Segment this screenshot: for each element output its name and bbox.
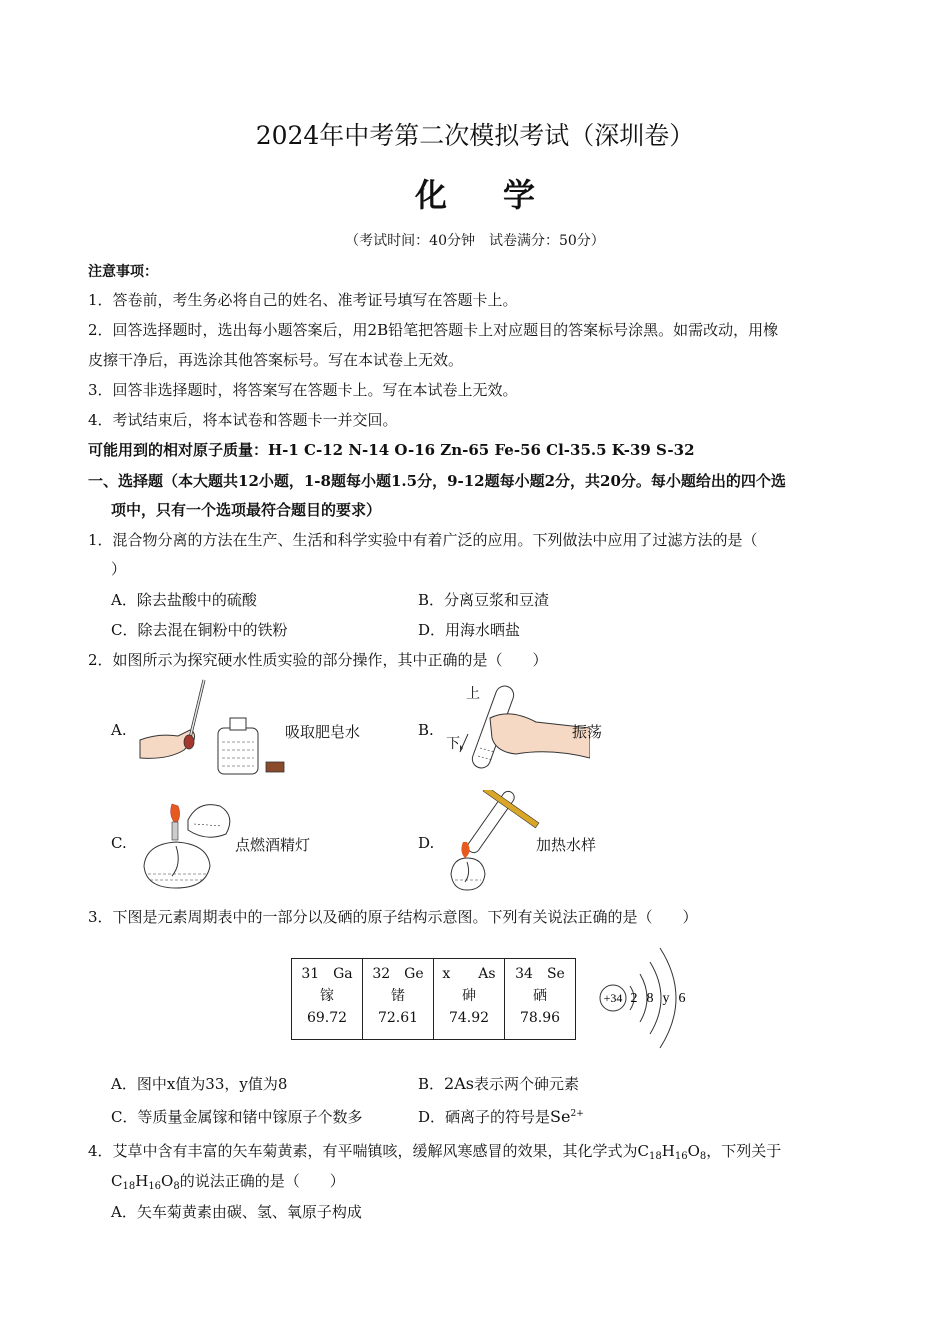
alcohol-lamp-lighting-illustration xyxy=(136,794,246,894)
subscript: 16 xyxy=(148,1181,162,1192)
heating-water-illustration xyxy=(445,790,545,894)
element-cell-as xyxy=(434,959,505,1040)
q2-up-label: 上 xyxy=(466,686,480,702)
exam-title: 2024年中考第二次模拟考试（深圳卷） xyxy=(255,121,695,150)
atom-nucleus: +34 xyxy=(603,991,623,1005)
element-number-symbol: x As xyxy=(442,966,496,982)
formula-h: H xyxy=(661,1142,675,1160)
selenium-atom-structure-diagram xyxy=(596,938,706,1058)
q2-option-a-letter: A. xyxy=(111,721,127,739)
q2-option-d-caption: 加热水样 xyxy=(536,836,597,854)
shell-electrons: y xyxy=(662,991,670,1006)
exam-meta: （考试时间：40分钟 试卷满分：50分） xyxy=(345,233,605,249)
q2-option-d-letter: D. xyxy=(418,834,435,852)
atomic-masses: 可能用到的相对原子质量：H-1 C-12 N-14 O-16 Zn-65 Fe-56 Cl-35.5 K-39 S-32 xyxy=(88,441,695,459)
q1-stem: 1．混合物分离的方法在生产、生活和科学实验中有着广泛的应用。下列做法中应用了过滤方法的是（ xyxy=(88,531,758,549)
element-cell-se xyxy=(505,959,576,1040)
formula-2as: 2As xyxy=(444,1074,474,1093)
q3-option-c: C．等质量金属镓和锗中镓原子个数多 xyxy=(111,1108,363,1126)
shell-electrons: 8 xyxy=(646,991,654,1006)
q2-down-label: 下 xyxy=(446,736,460,752)
q4-option-a: A．矢车菊黄素由碳、氢、氧原子构成 xyxy=(111,1203,362,1221)
notice-item: 3．回答非选择题时，将答案写在答题卡上。写在本试卷上无效。 xyxy=(88,381,518,399)
q3-stem: 3．下图是元素周期表中的一部分以及硒的原子结构示意图。下列有关说法正确的是（ ） xyxy=(88,908,698,926)
selenium-symbol: Se xyxy=(550,1107,571,1126)
element-number-symbol: 32 Ge xyxy=(372,966,424,982)
q4-stem-cont xyxy=(111,1170,345,1192)
subject-char-1: 化 xyxy=(414,176,447,214)
section-heading-cont: 项中，只有一个选项最符合题目的要求） xyxy=(111,501,382,519)
formula-c: C xyxy=(111,1172,123,1190)
element-mass: 69.72 xyxy=(306,1010,348,1026)
subject-char-2: 学 xyxy=(503,176,536,214)
q1-option-b: B．分离豆浆和豆渣 xyxy=(418,591,550,609)
notice-item: 4．考试结束后，将本试卷和答题卡一并交回。 xyxy=(88,411,398,429)
q4-stem xyxy=(88,1140,781,1162)
subscript: 16 xyxy=(674,1151,688,1162)
shell-electrons: 2 xyxy=(630,991,638,1006)
notice-item: 2．回答选择题时，选出每小题答案后，用2B铅笔把答题卡上对应题目的答案标号涂黑。如需改动，用橡 xyxy=(88,321,779,339)
formula-o: O xyxy=(161,1172,174,1190)
element-mass: 72.61 xyxy=(377,1010,419,1026)
subscript: 8 xyxy=(699,1151,707,1162)
notice-heading: 注意事项： xyxy=(88,264,158,280)
element-number-symbol: 31 Ga xyxy=(301,966,353,982)
element-mass: 74.92 xyxy=(448,1010,490,1026)
notice-item: 皮擦干净后，再选涂其他答案标号。写在本试卷上无效。 xyxy=(88,351,464,369)
q3-option-a: A．图中x值为33，y值为8 xyxy=(111,1075,288,1093)
q2-option-b-letter: B. xyxy=(418,721,434,739)
q1-option-c: C．除去混在铜粉中的铁粉 xyxy=(111,621,288,639)
q3-option-b-text: 表示两个砷元素 xyxy=(473,1075,579,1093)
formula-h: H xyxy=(135,1172,149,1190)
q3-option-d xyxy=(418,1106,584,1127)
q2-option-b-caption: 振荡 xyxy=(572,723,603,741)
formula-o: O xyxy=(687,1142,700,1160)
q4-stem-end: 的说法正确的是（ ） xyxy=(179,1172,345,1190)
element-cell-ge xyxy=(363,959,434,1040)
subscript: 18 xyxy=(122,1181,136,1192)
element-number-symbol: 34 Se xyxy=(515,966,565,982)
section-heading: 一、选择题（本大题共12小题，1-8题每小题1.5分，9-12题每小题2分，共20分。每小题给出的四个选 xyxy=(88,472,786,490)
q1-option-a: A．除去盐酸中的硫酸 xyxy=(111,591,257,609)
element-name: 锗 xyxy=(391,988,405,1004)
element-name: 硒 xyxy=(533,988,547,1004)
q2-option-a-caption: 吸取肥皂水 xyxy=(285,723,361,741)
subscript: 18 xyxy=(649,1151,662,1162)
ion-charge: 2+ xyxy=(570,1109,584,1119)
q3-option-d-text: D．硒离子的符号是 xyxy=(418,1108,551,1126)
shell-electrons: 6 xyxy=(678,991,686,1006)
q1-stem-cont: ） xyxy=(111,560,127,578)
q2-stem: 2．如图所示为探究硬水性质实验的部分操作，其中正确的是（ ） xyxy=(88,651,548,669)
shaking-illustration xyxy=(440,678,590,778)
element-name: 砷 xyxy=(462,988,476,1004)
periodic-table-fragment xyxy=(291,958,576,1040)
q3-option-b-prefix: B． xyxy=(418,1075,445,1093)
q3-option-b xyxy=(418,1073,579,1094)
notice-item: 1．答卷前，考生务必将自己的姓名、准考证号填写在答题卡上。 xyxy=(88,291,518,309)
subject-title xyxy=(0,170,950,216)
element-cell-ga xyxy=(292,959,363,1040)
element-name: 镓 xyxy=(320,988,334,1004)
dropper-illustration xyxy=(138,678,288,778)
q2-option-c-letter: C. xyxy=(111,834,127,852)
q2-option-c-caption: 点燃酒精灯 xyxy=(235,836,311,854)
q1-option-d: D．用海水晒盐 xyxy=(418,621,521,639)
element-mass: 78.96 xyxy=(519,1010,561,1026)
subscript: 8 xyxy=(173,1181,180,1192)
q4-stem-tail: ，下列关于 xyxy=(706,1142,782,1160)
q4-stem-text: 4．艾草中含有丰富的矢车菊黄素，有平喘镇咳，缓解风寒感冒的效果，其化学式为C xyxy=(88,1142,650,1160)
